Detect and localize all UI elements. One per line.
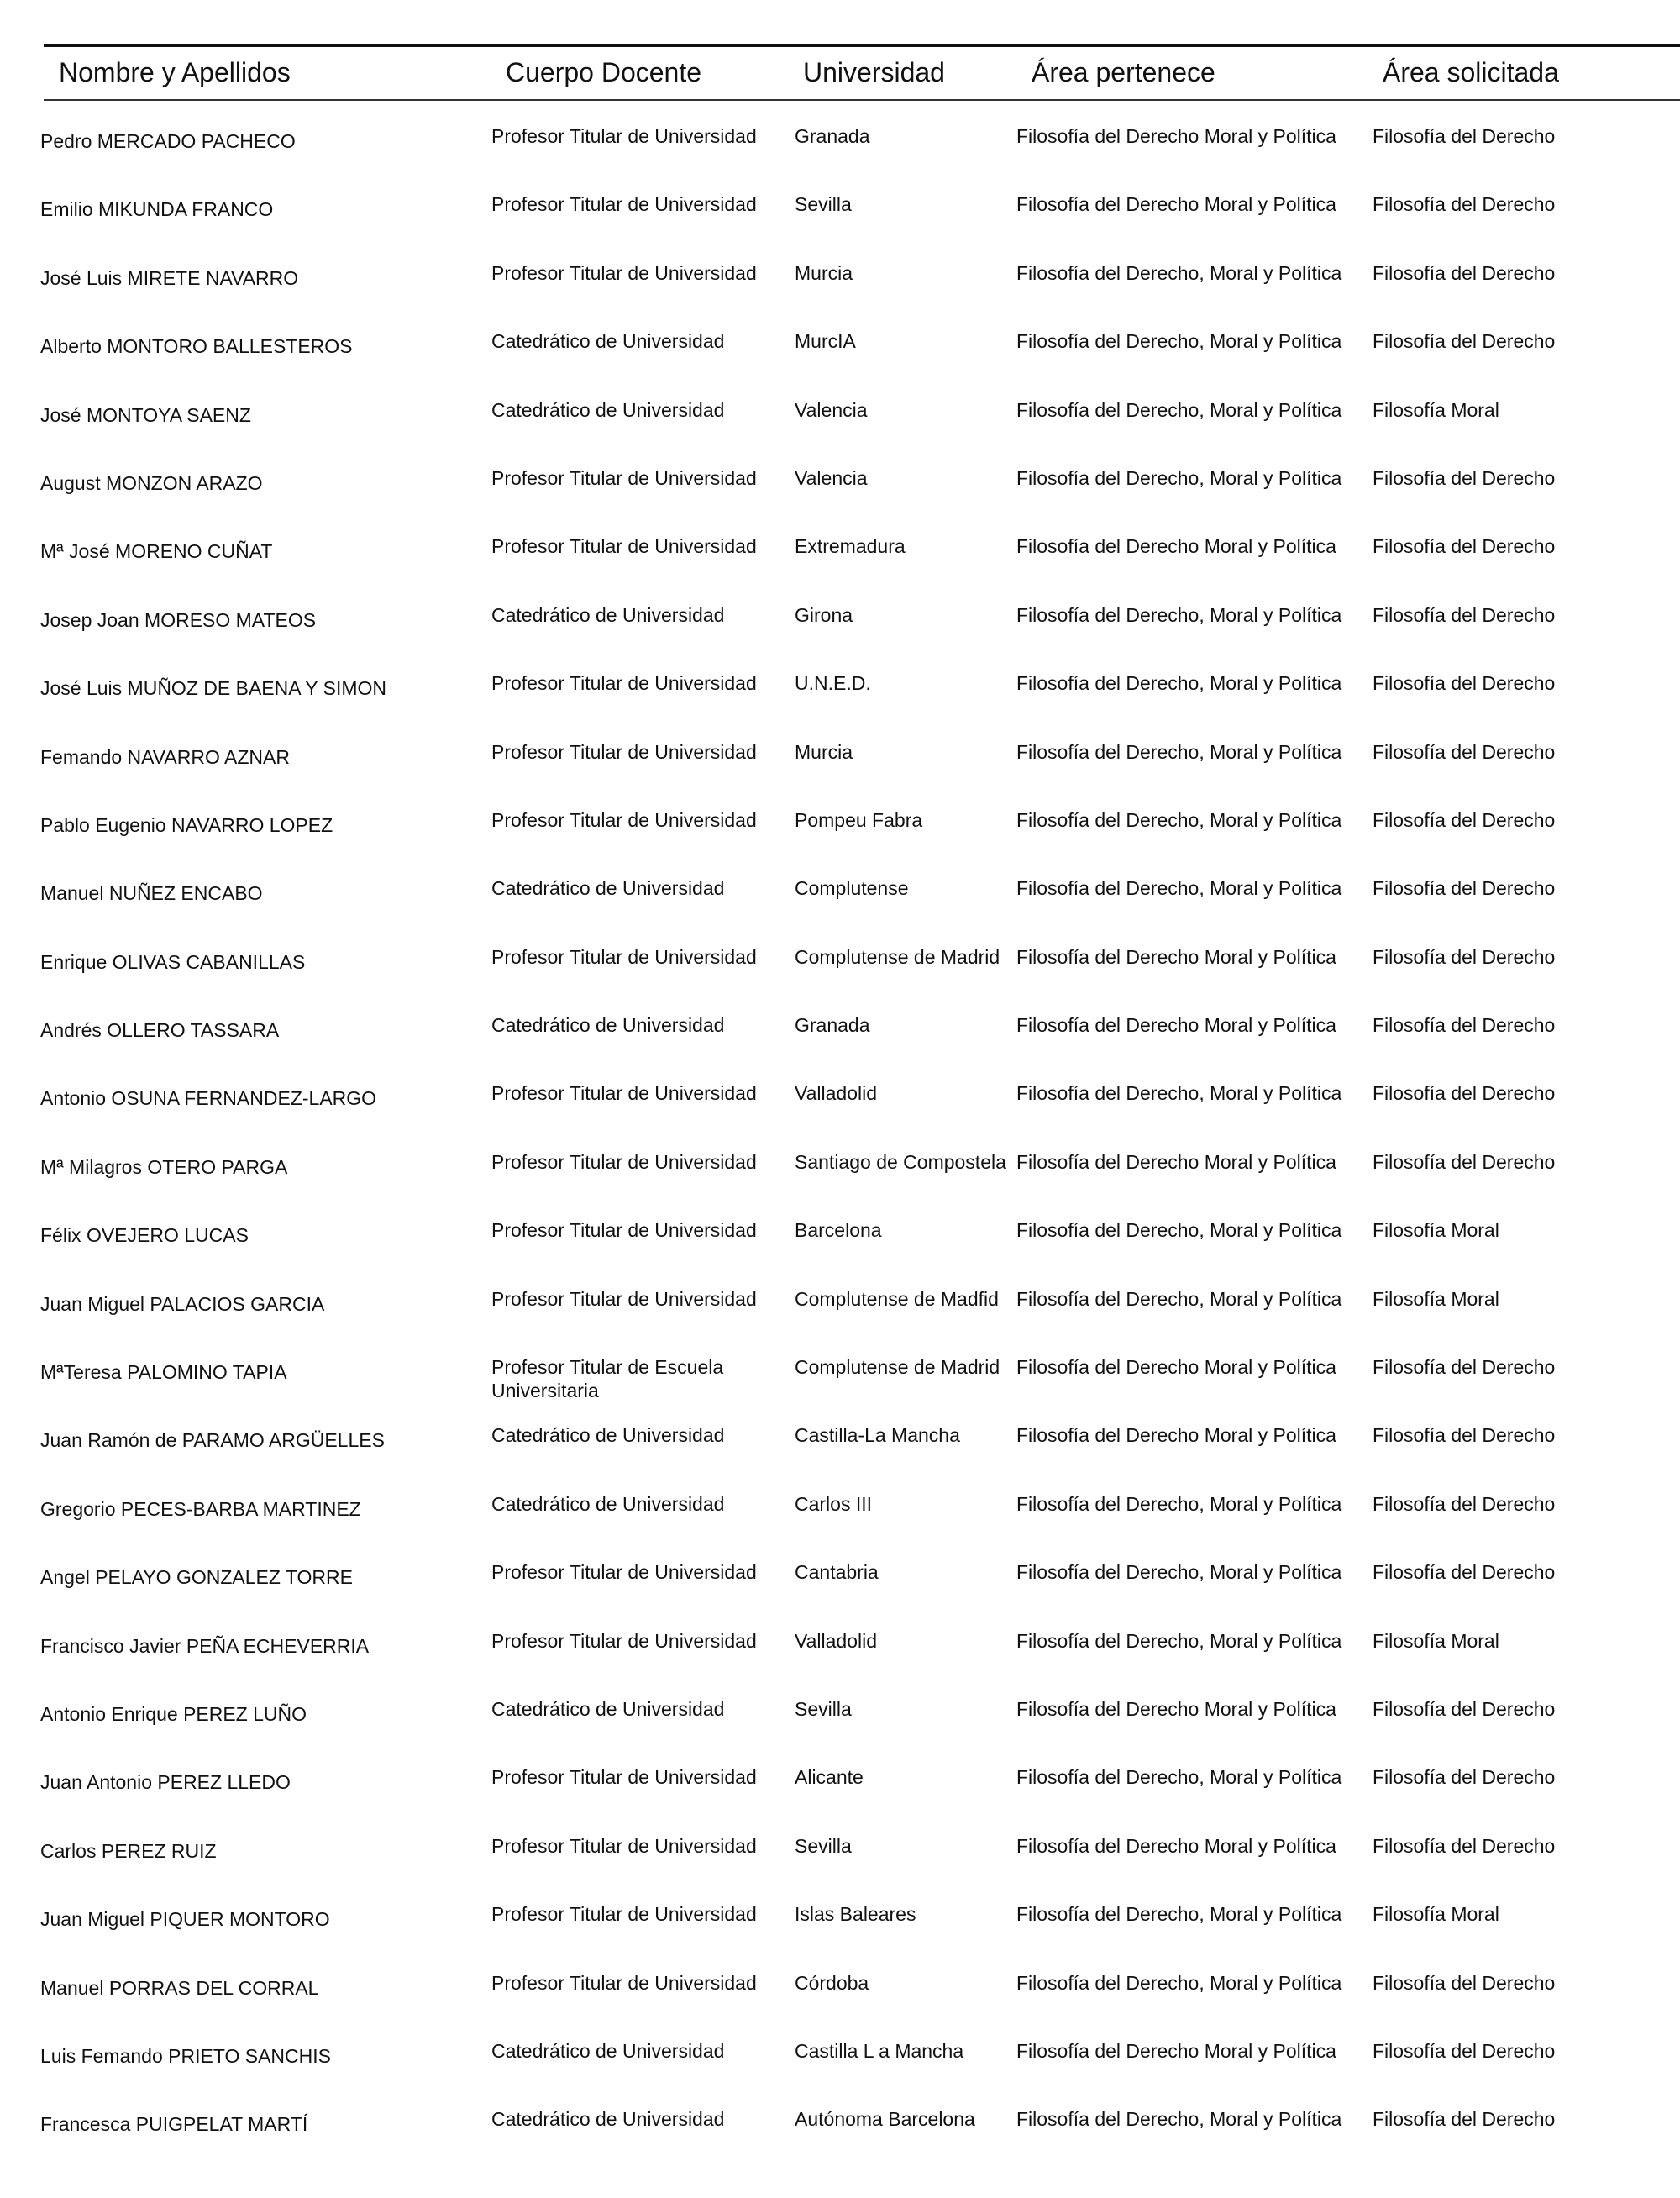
cell-nombre: Gregorio PECES-BARBA MARTINEZ <box>40 1497 361 1520</box>
cell-nombre: Carlos PEREZ RUIZ <box>40 1839 217 1862</box>
cell-area-solicitada: Filosofía del Derecho <box>1373 1014 1556 1037</box>
cell-nombre: Mª José MORENO CUÑAT <box>40 540 273 563</box>
table-row <box>0 1007 1680 1075</box>
cell-area-solicitada: Filosofía del Derecho <box>1373 193 1556 216</box>
cell-area-solicitada: Filosofía del Derecho <box>1373 740 1556 763</box>
cell-area-pertenece: Filosofía del Derecho, Moral y Política <box>1016 1629 1342 1652</box>
cell-nombre: Andrés OLLERO TASSARA <box>40 1019 280 1042</box>
cell-nombre: Manuel NUÑEZ ENCABO <box>40 882 263 905</box>
cell-area-solicitada: Filosofía del Derecho <box>1373 1150 1556 1173</box>
table-row <box>0 1417 1680 1485</box>
cell-area-solicitada: Filosofía del Derecho <box>1373 1697 1556 1720</box>
table-row <box>0 1827 1680 1896</box>
cell-nombre: Enrique OLIVAS CABANILLAS <box>40 950 306 973</box>
cell-nombre: José Luis MIRETE NAVARRO <box>40 266 299 289</box>
table-row <box>0 1349 1680 1417</box>
cell-nombre: Francesca PUIGPELAT MARTÍ <box>40 2113 308 2136</box>
cell-area-pertenece: Filosofía del Derecho, Moral y Política <box>1016 672 1342 695</box>
cell-universidad: Castilla-La Mancha <box>795 1424 960 1447</box>
cell-area-solicitada: Filosofía del Derecho <box>1373 1082 1556 1105</box>
cell-cuerpo: Profesor Titular de Universidad <box>491 535 757 558</box>
cell-nombre: Emilio MIKUNDA FRANCO <box>40 198 274 221</box>
cell-nombre: Josep Joan MORESO MATEOS <box>40 608 317 631</box>
table-row <box>0 1144 1680 1212</box>
cell-universidad: Córdoba <box>795 1971 869 1994</box>
cell-area-pertenece: Filosofía del Derecho Moral y Política <box>1016 1356 1336 1379</box>
cell-area-solicitada: Filosofía del Derecho <box>1373 535 1556 558</box>
cell-universidad: Castilla L a Mancha <box>795 2039 964 2062</box>
cell-area-solicitada: Filosofía del Derecho <box>1373 2108 1556 2131</box>
cell-nombre: Juan Ramón de PARAMO ARGÜELLES <box>40 1429 385 1452</box>
cell-area-solicitada: Filosofía Moral <box>1373 1287 1499 1310</box>
cell-nombre: Pablo Eugenio NAVARRO LOPEZ <box>40 813 333 836</box>
cell-area-solicitada: Filosofía del Derecho <box>1373 808 1556 831</box>
cell-nombre: MªTeresa PALOMINO TAPIA <box>40 1361 287 1384</box>
table-row <box>0 255 1680 323</box>
table-row <box>0 323 1680 391</box>
cell-cuerpo: Catedrático de Universidad <box>491 877 725 900</box>
cell-universidad: Carlos III <box>795 1492 873 1515</box>
cell-area-solicitada: Filosofía del Derecho <box>1373 877 1556 900</box>
cell-area-solicitada: Filosofía del Derecho <box>1373 1766 1556 1789</box>
cell-area-pertenece: Filosofía del Derecho Moral y Política <box>1016 1424 1336 1447</box>
cell-nombre: Félix OVEJERO LUCAS <box>40 1224 249 1247</box>
cell-cuerpo: Catedrático de Universidad <box>491 1697 725 1720</box>
cell-nombre: Alberto MONTORO BALLESTEROS <box>40 335 353 358</box>
cell-area-solicitada: Filosofía del Derecho <box>1373 1492 1556 1515</box>
table-row <box>0 1280 1680 1349</box>
table-row <box>0 1485 1680 1554</box>
cell-universidad: Pompeu Fabra <box>795 808 923 831</box>
cell-cuerpo: Catedrático de Universidad <box>491 1014 725 1037</box>
cell-area-solicitada: Filosofía Moral <box>1373 398 1499 421</box>
table-row <box>0 1622 1680 1691</box>
table-row <box>0 118 1680 186</box>
cell-nombre: Pedro MERCADO PACHECO <box>40 130 296 152</box>
cell-area-pertenece: Filosofía del Derecho, Moral y Política <box>1016 330 1342 353</box>
cell-area-solicitada: Filosofía del Derecho <box>1373 330 1556 353</box>
cell-cuerpo: Profesor Titular de Universidad <box>491 1150 757 1173</box>
cell-cuerpo: Profesor Titular de Universidad <box>491 1766 757 1789</box>
cell-universidad: Valencia <box>795 466 868 489</box>
table-row <box>0 2032 1680 2101</box>
cell-area-solicitada: Filosofía del Derecho <box>1373 1356 1556 1379</box>
table-row <box>0 1554 1680 1622</box>
table-row <box>0 802 1680 870</box>
header-nombre: Nombre y Apellidos <box>59 57 291 87</box>
cell-area-pertenece: Filosofía del Derecho Moral y Política <box>1016 1150 1336 1173</box>
cell-area-pertenece: Filosofía del Derecho Moral y Política <box>1016 193 1336 216</box>
cell-area-pertenece: Filosofía del Derecho, Moral y Política <box>1016 1219 1342 1242</box>
table-row <box>0 1075 1680 1143</box>
cell-cuerpo: Profesor Titular de Universidad <box>491 1082 757 1105</box>
cell-universidad: Autónoma Barcelona <box>795 2108 975 2131</box>
cell-area-pertenece: Filosofía del Derecho, Moral y Política <box>1016 1971 1342 1994</box>
cell-cuerpo: Profesor Titular de Universidad <box>491 466 757 489</box>
table-row <box>0 665 1680 733</box>
table-row <box>0 392 1680 460</box>
cell-area-pertenece: Filosofía del Derecho Moral y Política <box>1016 125 1336 147</box>
cell-area-pertenece: Filosofía del Derecho, Moral y Política <box>1016 466 1342 489</box>
cell-cuerpo: Profesor Titular de Universidad <box>491 1219 757 1242</box>
cell-area-solicitada: Filosofía del Derecho <box>1373 1561 1556 1584</box>
cell-universidad: Granada <box>795 1014 870 1037</box>
table-row <box>0 186 1680 254</box>
cell-area-solicitada: Filosofía del Derecho <box>1373 945 1556 968</box>
table-row <box>0 939 1680 1007</box>
cell-universidad: U.N.E.D. <box>795 672 871 695</box>
cell-area-pertenece: Filosofía del Derecho, Moral y Política <box>1016 808 1342 831</box>
table-row <box>0 597 1680 665</box>
cell-cuerpo: Profesor Titular de Escuela Universitaria <box>491 1356 724 1402</box>
cell-universidad: Complutense de Madrid <box>795 1356 1000 1379</box>
table-row <box>0 1896 1680 1964</box>
cell-universidad: Valladolid <box>795 1082 878 1105</box>
cell-universidad: Cantabria <box>795 1561 879 1584</box>
cell-universidad: Murcia <box>795 261 853 284</box>
table-row <box>0 1691 1680 1759</box>
cell-cuerpo: Profesor Titular de Universidad <box>491 1834 757 1857</box>
table-header <box>0 52 1680 94</box>
cell-area-pertenece: Filosofía del Derecho, Moral y Política <box>1016 603 1342 626</box>
cell-area-pertenece: Filosofía del Derecho, Moral y Política <box>1016 1082 1342 1105</box>
cell-universidad: Extremadura <box>795 535 906 558</box>
cell-universidad: Islas Baleares <box>795 1903 916 1926</box>
cell-area-solicitada: Filosofía del Derecho <box>1373 261 1556 284</box>
cell-universidad: Complutense <box>795 877 909 900</box>
cell-universidad: Sevilla <box>795 1834 852 1857</box>
cell-area-solicitada: Filosofía del Derecho <box>1373 466 1556 489</box>
cell-area-pertenece: Filosofía del Derecho, Moral y Política <box>1016 261 1342 284</box>
cell-cuerpo: Catedrático de Universidad <box>491 1424 725 1447</box>
cell-nombre: Francisco Javier PEÑA ECHEVERRIA <box>40 1634 370 1657</box>
cell-cuerpo: Catedrático de Universidad <box>491 398 725 421</box>
cell-nombre: Mª Milagros OTERO PARGA <box>40 1155 288 1178</box>
cell-area-pertenece: Filosofía del Derecho, Moral y Política <box>1016 2108 1342 2131</box>
cell-area-solicitada: Filosofía del Derecho <box>1373 603 1556 626</box>
cell-universidad: Santiago de Compostela <box>795 1150 1006 1173</box>
cell-nombre: Luis Femando PRIETO SANCHIS <box>40 2044 331 2067</box>
cell-cuerpo: Profesor Titular de Universidad <box>491 672 757 695</box>
table-row <box>0 734 1680 802</box>
cell-area-solicitada: Filosofía del Derecho <box>1373 672 1556 695</box>
cell-area-pertenece: Filosofía del Derecho Moral y Política <box>1016 535 1336 558</box>
cell-area-solicitada: Filosofía del Derecho <box>1373 125 1556 147</box>
cell-nombre: August MONZON ARAZO <box>40 471 263 494</box>
cell-area-solicitada: Filosofía Moral <box>1373 1219 1499 1242</box>
cell-area-pertenece: Filosofía del Derecho, Moral y Política <box>1016 1561 1342 1584</box>
cell-area-solicitada: Filosofía Moral <box>1373 1629 1499 1652</box>
table-row <box>0 2101 1680 2169</box>
cell-universidad: Barcelona <box>795 1219 882 1242</box>
cell-area-pertenece: Filosofía del Derecho, Moral y Política <box>1016 740 1342 763</box>
cell-universidad: Valencia <box>795 398 868 421</box>
cell-cuerpo: Profesor Titular de Universidad <box>491 808 757 831</box>
cell-nombre: Femando NAVARRO AZNAR <box>40 745 290 768</box>
cell-nombre: Juan Miguel PIQUER MONTORO <box>40 1908 330 1931</box>
cell-area-solicitada: Filosofía del Derecho <box>1373 2039 1556 2062</box>
cell-area-solicitada: Filosofía del Derecho <box>1373 1971 1556 1994</box>
cell-cuerpo: Profesor Titular de Universidad <box>491 1971 757 1994</box>
cell-nombre: Manuel PORRAS DEL CORRAL <box>40 1976 319 1999</box>
cell-cuerpo: Profesor Titular de Universidad <box>491 1287 757 1310</box>
cell-cuerpo: Catedrático de Universidad <box>491 1492 725 1515</box>
table-body <box>0 118 1680 2169</box>
cell-area-solicitada: Filosofía del Derecho <box>1373 1834 1556 1857</box>
cell-nombre: Angel PELAYO GONZALEZ TORRE <box>40 1566 353 1589</box>
cell-universidad: MurcIA <box>795 330 856 353</box>
cell-area-solicitada: Filosofía del Derecho <box>1373 1424 1556 1447</box>
cell-area-solicitada: Filosofía Moral <box>1373 1903 1499 1926</box>
cell-cuerpo: Profesor Titular de Universidad <box>491 1561 757 1584</box>
cell-nombre: Antonio Enrique PEREZ LUÑO <box>40 1702 307 1725</box>
cell-area-pertenece: Filosofía del Derecho Moral y Política <box>1016 945 1336 968</box>
header-universidad: Universidad <box>803 57 945 87</box>
cell-universidad: Murcia <box>795 740 853 763</box>
table-row <box>0 460 1680 528</box>
top-rule <box>44 44 1680 47</box>
cell-universidad: Granada <box>795 125 870 147</box>
cell-area-pertenece: Filosofía del Derecho, Moral y Política <box>1016 398 1342 421</box>
cell-nombre: Antonio OSUNA FERNANDEZ-LARGO <box>40 1087 377 1110</box>
cell-cuerpo: Profesor Titular de Universidad <box>491 1629 757 1652</box>
table-row <box>0 1964 1680 2032</box>
cell-cuerpo: Profesor Titular de Universidad <box>491 193 757 216</box>
cell-universidad: Valladolid <box>795 1629 878 1652</box>
table-row <box>0 870 1680 938</box>
cell-area-pertenece: Filosofía del Derecho, Moral y Política <box>1016 1903 1342 1926</box>
header-rule <box>44 99 1680 101</box>
cell-nombre: Juan Miguel PALACIOS GARCIA <box>40 1292 325 1315</box>
cell-universidad: Alicante <box>795 1766 864 1789</box>
table-row <box>0 1759 1680 1827</box>
cell-universidad: Complutense de Madrid <box>795 945 1000 968</box>
cell-universidad: Sevilla <box>795 193 852 216</box>
cell-area-pertenece: Filosofía del Derecho Moral y Política <box>1016 2039 1336 2062</box>
cell-area-pertenece: Filosofía del Derecho Moral y Política <box>1016 1834 1336 1857</box>
cell-nombre: Juan Antonio PEREZ LLEDO <box>40 1771 291 1794</box>
header-area-pertenece: Área pertenece <box>1032 57 1215 87</box>
cell-cuerpo: Catedrático de Universidad <box>491 2039 725 2062</box>
cell-area-pertenece: Filosofía del Derecho Moral y Política <box>1016 1014 1336 1037</box>
cell-cuerpo: Profesor Titular de Universidad <box>491 261 757 284</box>
cell-universidad: Complutense de Madfid <box>795 1287 999 1310</box>
cell-cuerpo: Profesor Titular de Universidad <box>491 740 757 763</box>
cell-cuerpo: Catedrático de Universidad <box>491 2108 725 2131</box>
header-cuerpo: Cuerpo Docente <box>506 57 702 87</box>
cell-area-pertenece: Filosofía del Derecho Moral y Política <box>1016 1697 1336 1720</box>
cell-cuerpo: Profesor Titular de Universidad <box>491 125 757 147</box>
cell-area-pertenece: Filosofía del Derecho, Moral y Política <box>1016 877 1342 900</box>
table-row <box>0 528 1680 596</box>
header-area-solicitada: Área solicitada <box>1383 57 1559 87</box>
table-row <box>0 1212 1680 1280</box>
cell-cuerpo: Profesor Titular de Universidad <box>491 1903 757 1926</box>
cell-area-pertenece: Filosofía del Derecho, Moral y Política <box>1016 1766 1342 1789</box>
cell-cuerpo: Profesor Titular de Universidad <box>491 945 757 968</box>
cell-area-pertenece: Filosofía del Derecho, Moral y Política <box>1016 1492 1342 1515</box>
cell-area-pertenece: Filosofía del Derecho, Moral y Política <box>1016 1287 1342 1310</box>
cell-cuerpo: Catedrático de Universidad <box>491 603 725 626</box>
cell-universidad: Girona <box>795 603 853 626</box>
cell-universidad: Sevilla <box>795 1697 852 1720</box>
cell-nombre: José MONTOYA SAENZ <box>40 403 251 426</box>
cell-cuerpo: Catedrático de Universidad <box>491 330 725 353</box>
cell-nombre: José Luis MUÑOZ DE BAENA Y SIMON <box>40 677 386 700</box>
